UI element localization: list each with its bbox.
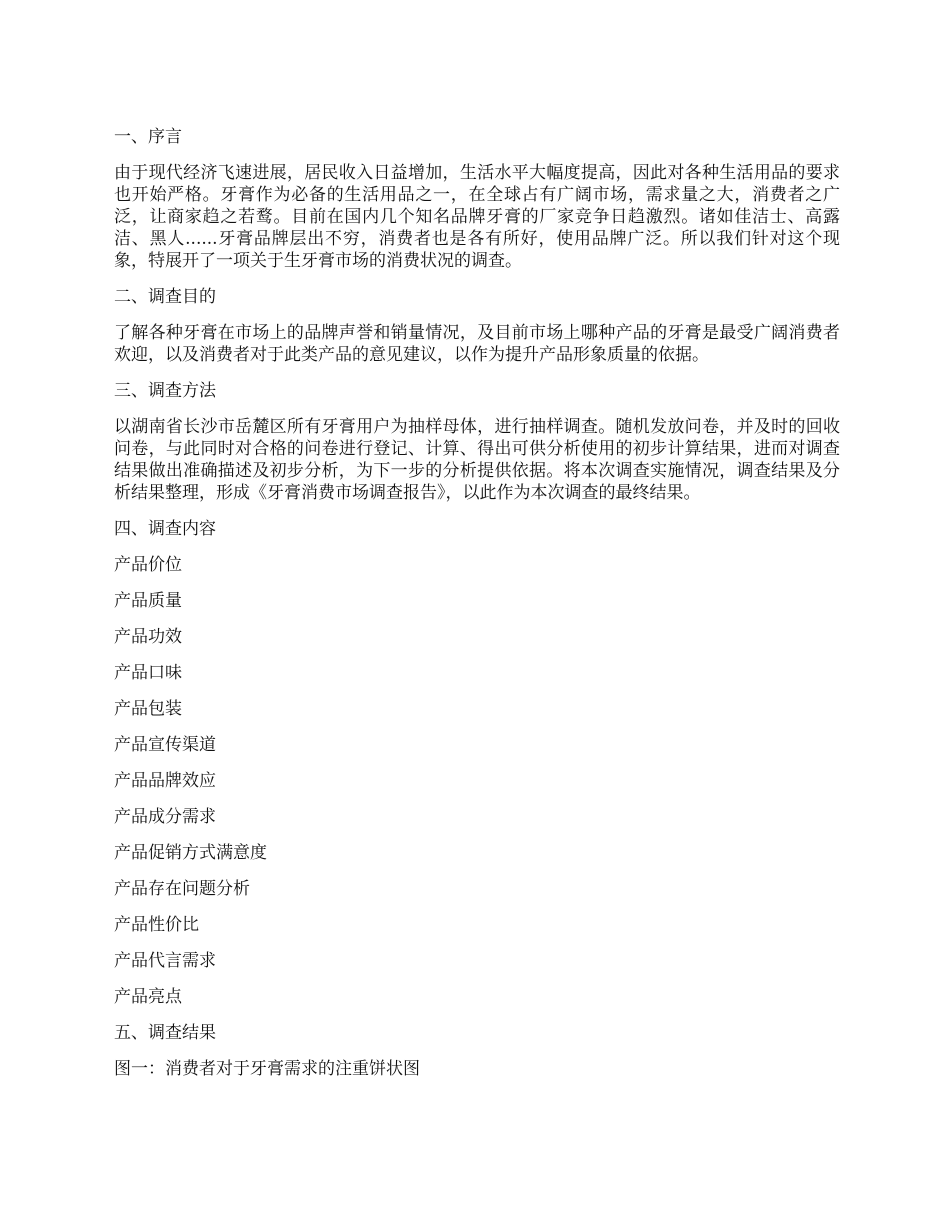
- content-item-promotion-satisfaction: 产品促销方式满意度: [114, 843, 267, 863]
- section-heading-intro: 一、序言: [114, 127, 182, 147]
- content-item-price: 产品价位: [114, 555, 182, 575]
- purpose-paragraph: 了解各种牙膏在市场上的品牌声誉和销量情况，及目前市场上哪种产品的牙膏是最受广阔消费者欢迎，以及消费者对于此类产品的意见建议，以作为提升产品形象质量的依据。: [114, 323, 840, 365]
- content-item-ingredients: 产品成分需求: [114, 807, 216, 827]
- section-heading-results: 五、调查结果: [114, 1023, 216, 1043]
- content-item-highlights: 产品亮点: [114, 987, 182, 1007]
- content-item-efficacy: 产品功效: [114, 627, 182, 647]
- content-item-packaging: 产品包装: [114, 699, 182, 719]
- content-item-quality: 产品质量: [114, 591, 182, 611]
- section-heading-content: 四、调查内容: [114, 519, 216, 539]
- section-heading-method: 三、调查方法: [114, 381, 216, 401]
- content-item-flavor: 产品口味: [114, 663, 182, 683]
- content-item-promotion-channels: 产品宣传渠道: [114, 735, 216, 755]
- section-heading-purpose: 二、调查目的: [114, 287, 216, 307]
- content-item-value-for-money: 产品性价比: [114, 915, 199, 935]
- figure-caption: 图一：消费者对于牙膏需求的注重饼状图: [114, 1059, 420, 1079]
- document-page: [114, 126, 840, 1094]
- content-item-problem-analysis: 产品存在问题分析: [114, 879, 250, 899]
- content-item-list: [114, 554, 840, 1008]
- content-item-brand-effect: 产品品牌效应: [114, 771, 216, 791]
- intro-paragraph: 由于现代经济飞速进展，居民收入日益增加，生活水平大幅度提高，因此对各种生活用品的要求也开始严格。牙膏作为必备的生活用品之一，在全球占有广阔市场，需求量之大，消费者之广泛，让商家趋之若鹜。目前在国内几个知名品牌牙膏的厂家竞争日趋激烈。诸如佳洁士、高露洁、黑人......牙膏品牌层出不穷，消费者也是各有所好，使用品牌广泛。所以我们针对这个现象，特展开了一项关于生牙膏市场的消费状况的调查。: [114, 163, 840, 271]
- content-item-endorsement: 产品代言需求: [114, 951, 216, 971]
- method-paragraph: 以湖南省长沙市岳麓区所有牙膏用户为抽样母体，进行抽样调查。随机发放问卷，并及时的回收问卷，与此同时对合格的问卷进行登记、计算、得出可供分析使用的初步计算结果，进而对调查结果做出准确描述及初步分析，为下一步的分析提供依据。将本次调查实施情况，调查结果及分析结果整理，形成《牙膏消费市场调查报告》，以此作为本次调查的最终结果。: [114, 417, 840, 503]
